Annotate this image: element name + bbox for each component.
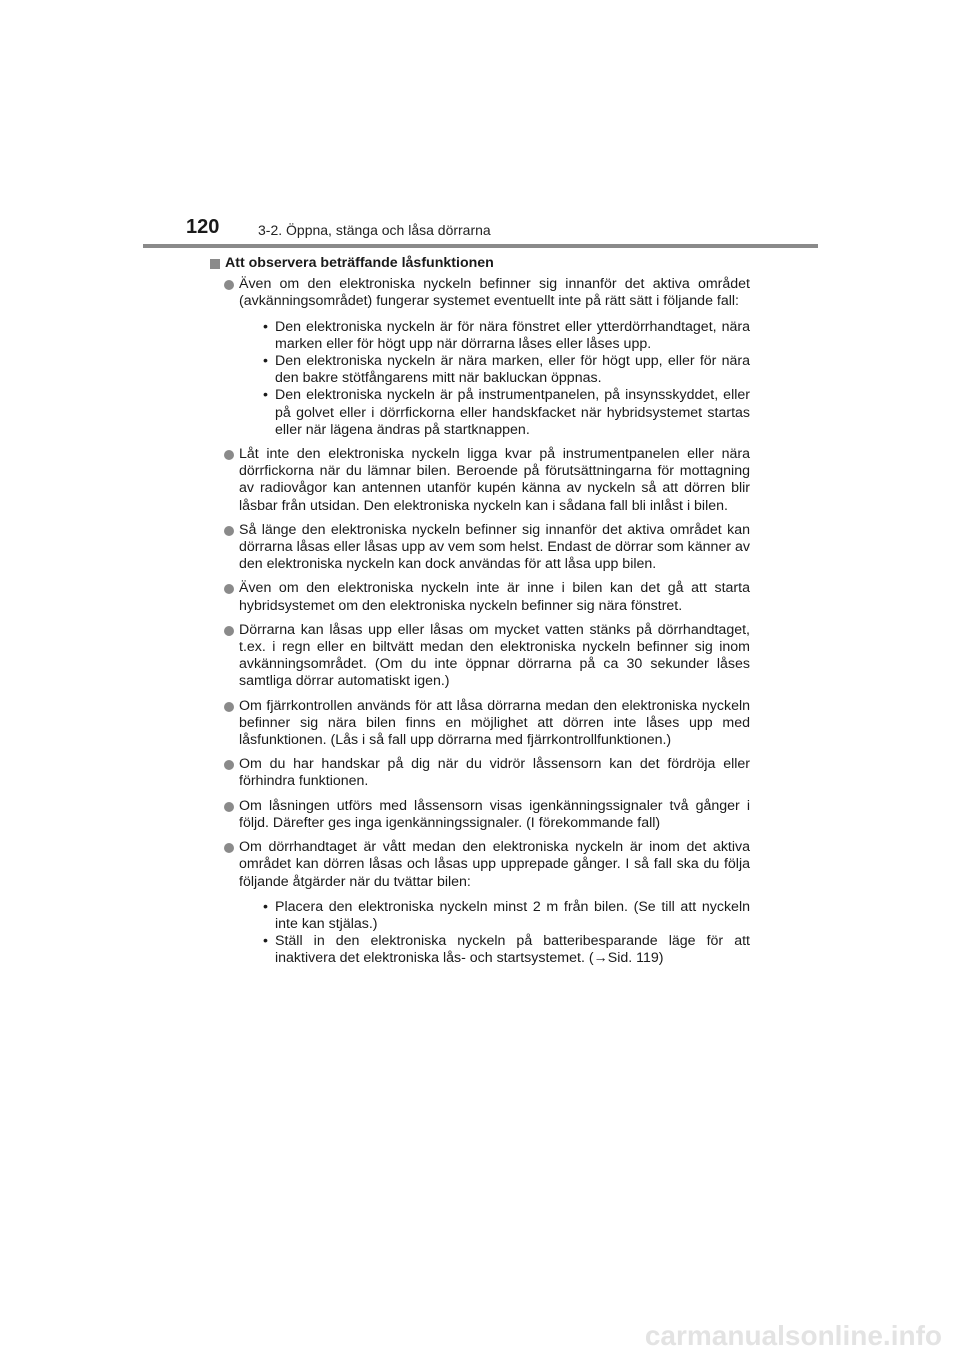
list-item	[210, 839, 750, 967]
sub-list-item	[263, 387, 750, 439]
round-bullet-icon	[224, 702, 234, 712]
dot-bullet-icon: •	[263, 933, 268, 950]
dot-bullet-icon: •	[263, 898, 268, 915]
dot-bullet-icon: •	[263, 318, 268, 335]
list-item	[210, 446, 750, 515]
sub-list-item-text: Placera den elektroniska nyckeln minst 2 m från bilen. (Se till att nyckeln inte kan stjälas.)	[275, 898, 750, 932]
section-title-text: Att observera beträffande låsfunktionen	[225, 255, 494, 271]
list-item-text: Dörrarna kan låsas upp eller låsas om mycket vatten stänks på dörrhandtaget, t.ex. i regn eller en biltvätt medan den elektroniska nyckeln befinner sig inom avkänningsområdet. (Om du inte öppnar dörrarna på ca 30 sekunder låses samtliga dörrar automatiskt igen.)	[239, 621, 750, 690]
chapter-title: 3-2. Öppna, stänga och låsa dörrarna	[258, 222, 491, 238]
list-item-text: Så länge den elektroniska nyckeln befinner sig innanför det aktiva området kan dörrarna låsas eller låsas upp av vem som helst. Endast de dörrar som känner av den elektroniska nyckeln kan dock användas för att låsa upp bilen.	[239, 521, 750, 573]
list-item	[210, 756, 750, 790]
dot-bullet-icon: •	[263, 353, 268, 370]
sub-list-item	[263, 899, 750, 933]
round-bullet-icon	[224, 802, 234, 812]
round-bullet-icon	[224, 450, 234, 460]
item-list	[210, 276, 750, 967]
page-number: 120	[186, 216, 220, 238]
watermark: carmanualsonline.info	[644, 1320, 942, 1351]
sub-list-item	[263, 933, 750, 967]
header-rule	[143, 244, 818, 248]
sub-list-item-text: Ställ in den elektroniska nyckeln på batteribesparande läge för att inaktivera det elektroniska lås- och startsystemet. (→Sid. 119)	[275, 933, 750, 967]
sub-list	[239, 319, 750, 439]
sub-list	[239, 899, 750, 968]
sub-list-item	[263, 319, 750, 353]
section-title	[210, 255, 750, 272]
list-item	[210, 276, 750, 439]
list-item-text: Om dörrhandtaget är vått medan den elektroniska nyckeln är inom det aktiva området kan dörren låsas och låsas upp upprepade gånger. I så fall ska du följa följande åtgärder när du tvättar bilen:	[239, 839, 750, 890]
list-item	[210, 522, 750, 574]
dot-bullet-icon: •	[263, 387, 268, 404]
round-bullet-icon	[224, 760, 234, 770]
list-item-text: Även om den elektroniska nyckeln befinner sig innanför det aktiva området (avkänningsområdet) fungerar systemet eventuellt inte på rätt sätt i följande fall:	[239, 276, 750, 310]
round-bullet-icon	[224, 526, 234, 536]
list-item	[210, 698, 750, 750]
list-item-text: Även om den elektroniska nyckeln inte är inne i bilen kan det gå att starta hybridsystemet om den elektroniska nyckeln befinner sig nära fönstret.	[239, 580, 750, 614]
sub-list-item-text: Den elektroniska nyckeln är på instrumentpanelen, på insynsskyddet, eller på golvet eller i dörrfickorna eller handskfacket när hybridsystemet startas eller när lägena ändras på startknappen.	[275, 387, 750, 438]
content-area	[210, 255, 750, 975]
round-bullet-icon	[224, 584, 234, 594]
round-bullet-icon	[224, 626, 234, 636]
list-item-text: Om du har handskar på dig när du vidrör låssensorn kan det fördröja eller förhindra funktionen.	[239, 756, 750, 790]
sub-list-item	[263, 353, 750, 387]
list-item-text: Om fjärrkontrollen används för att låsa dörrarna medan den elektroniska nyckeln befinner sig nära bilen finns en möjlighet att dörren inte låses upp med låsfunktionen. (Lås i så fall upp dörrarna med fjärrkontrollfunktionen.)	[239, 697, 750, 749]
list-item	[210, 798, 750, 832]
round-bullet-icon	[224, 843, 234, 853]
list-item	[210, 622, 750, 691]
round-bullet-icon	[224, 280, 234, 290]
list-item-text: Om låsningen utförs med låssensorn visas igenkänningssignaler två gånger i följd. Därefter ges inga igenkänningssignaler. (I förekommande fall)	[239, 797, 750, 831]
sub-list-item-text: Den elektroniska nyckeln är för nära fönstret eller ytterdörrhandtaget, nära marken eller för högt upp när dörrarna låses eller låses upp.	[275, 318, 750, 352]
sub-list-item-text: Den elektroniska nyckeln är nära marken, eller för högt upp, eller för nära den bakre stötfångarens mitt när bakluckan öppnas.	[275, 353, 750, 387]
square-bullet-icon	[210, 259, 220, 269]
list-item-text: Låt inte den elektroniska nyckeln ligga kvar på instrumentpanelen eller nära dörrfickorna när du lämnar bilen. Beroende på förutsättningarna för mottagning av radiovågor kan antennen utanför kupén känna av nyckeln så att dörren blir låsbar från utsidan. Den elektroniska nyckeln kan i sådana fall bli inlåst i bilen.	[239, 446, 750, 514]
list-item	[210, 580, 750, 614]
